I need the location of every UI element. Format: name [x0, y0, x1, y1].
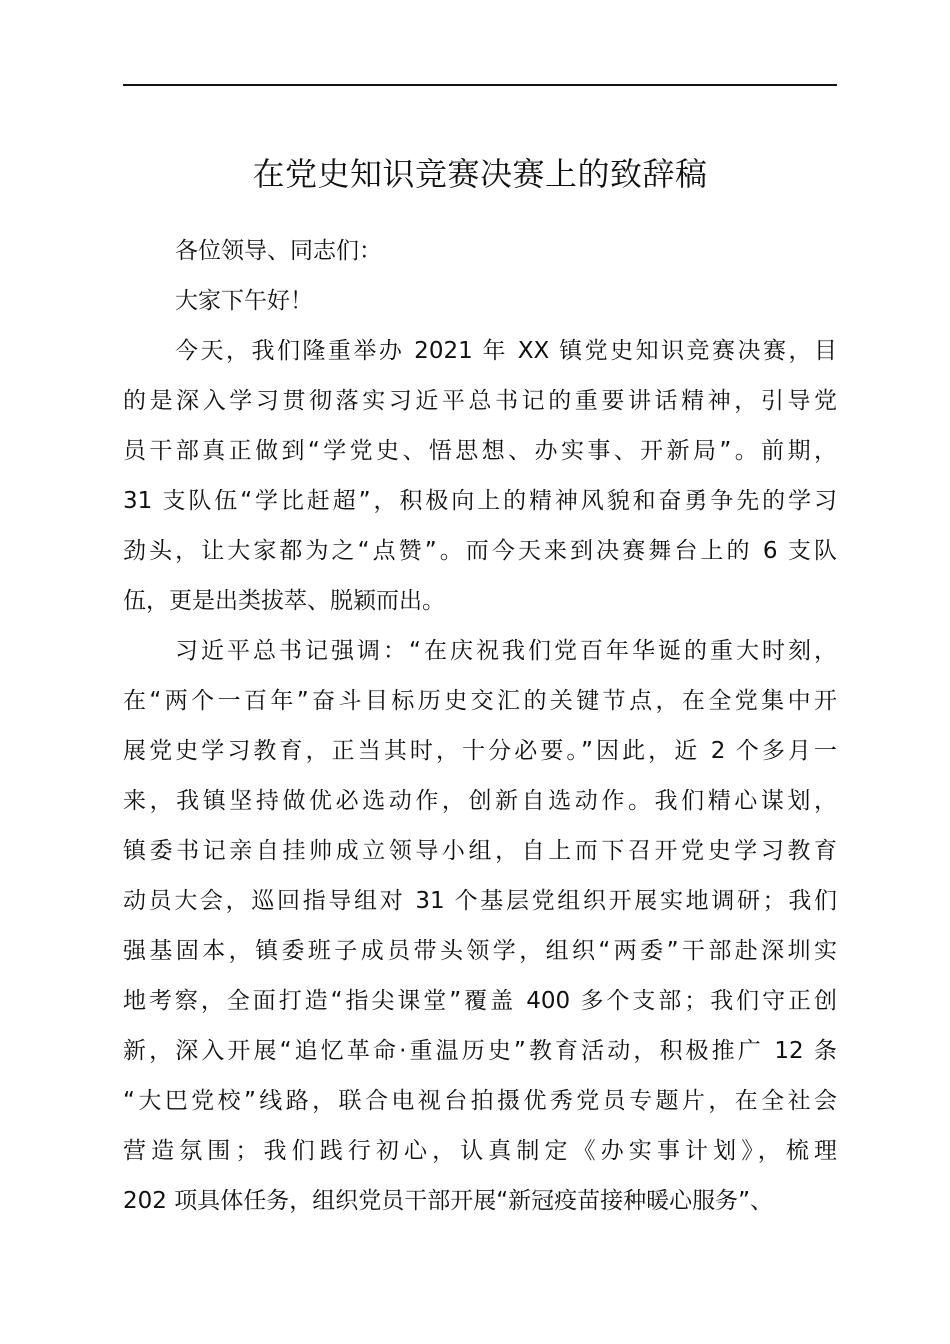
document-body	[123, 226, 837, 1226]
paragraph-1-line-1: 今天，我们隆重举办 2021 年 XX 镇党史知识竞赛决赛，目	[175, 338, 837, 364]
paragraph-2-line-4: 来，我镇坚持做优必选动作，创新自选动作。我们精心谋划，	[123, 788, 837, 814]
paragraph-2-line-11: 营造氛围；我们践行初心，认真制定《办实事计划》，梳理	[123, 1138, 837, 1164]
paragraph-1-line-6: 伍，更是出类拔萃、脱颖而出。	[123, 588, 445, 614]
document-title: 在党史知识竞赛决赛上的致辞稿	[252, 155, 708, 193]
paragraph-2-line-5: 镇委书记亲自挂帅成立领导小组，自上而下召开党史学习教育	[123, 838, 837, 864]
paragraph-2-line-8: 地考察，全面打造“指尖课堂”覆盖 400 多个支部；我们守正创	[123, 988, 837, 1014]
paragraph-2-line-7: 强基固本，镇委班子成员带头领学，组织“两委”干部赴深圳实	[123, 938, 837, 964]
paragraph-2-line-2: 在“两个一百年”奋斗目标历史交汇的关键节点，在全党集中开	[123, 688, 837, 714]
paragraph-2-line-9: 新，深入开展“追忆革命·重温历史”教育活动，积极推广 12 条	[123, 1038, 837, 1064]
paragraph-1-line-5: 劲头，让大家都为之“点赞”。而今天来到决赛舞台上的 6 支队	[123, 538, 837, 564]
salutation-line: 大家下午好！	[175, 288, 313, 314]
paragraph-2-line-12: 202 项具体任务，组织党员干部开展“新冠疫苗接种暖心服务”、	[123, 1188, 774, 1214]
greeting-line: 各位领导、同志们：	[175, 238, 382, 264]
paragraph-1-line-3: 员干部真正做到“学党史、悟思想、办实事、开新局”。前期，	[123, 438, 837, 464]
paragraph-2-line-1: 习近平总书记强调：“在庆祝我们党百年华诞的重大时刻，	[175, 638, 837, 664]
paragraph-1-line-4: 31 支队伍“学比赶超”，积极向上的精神风貌和奋勇争先的学习	[123, 488, 837, 514]
header-rule	[123, 84, 837, 86]
paragraph-1-line-2: 的是深入学习贯彻落实习近平总书记的重要讲话精神，引导党	[123, 388, 837, 414]
paragraph-2-line-10: “大巴党校”线路，联合电视台拍摄优秀党员专题片，在全社会	[123, 1088, 837, 1114]
paragraph-2-line-6: 动员大会，巡回指导组对 31 个基层党组织开展实地调研；我们	[123, 888, 837, 914]
paragraph-2-line-3: 展党史学习教育，正当其时，十分必要。”因此，近 2 个多月一	[123, 738, 837, 764]
